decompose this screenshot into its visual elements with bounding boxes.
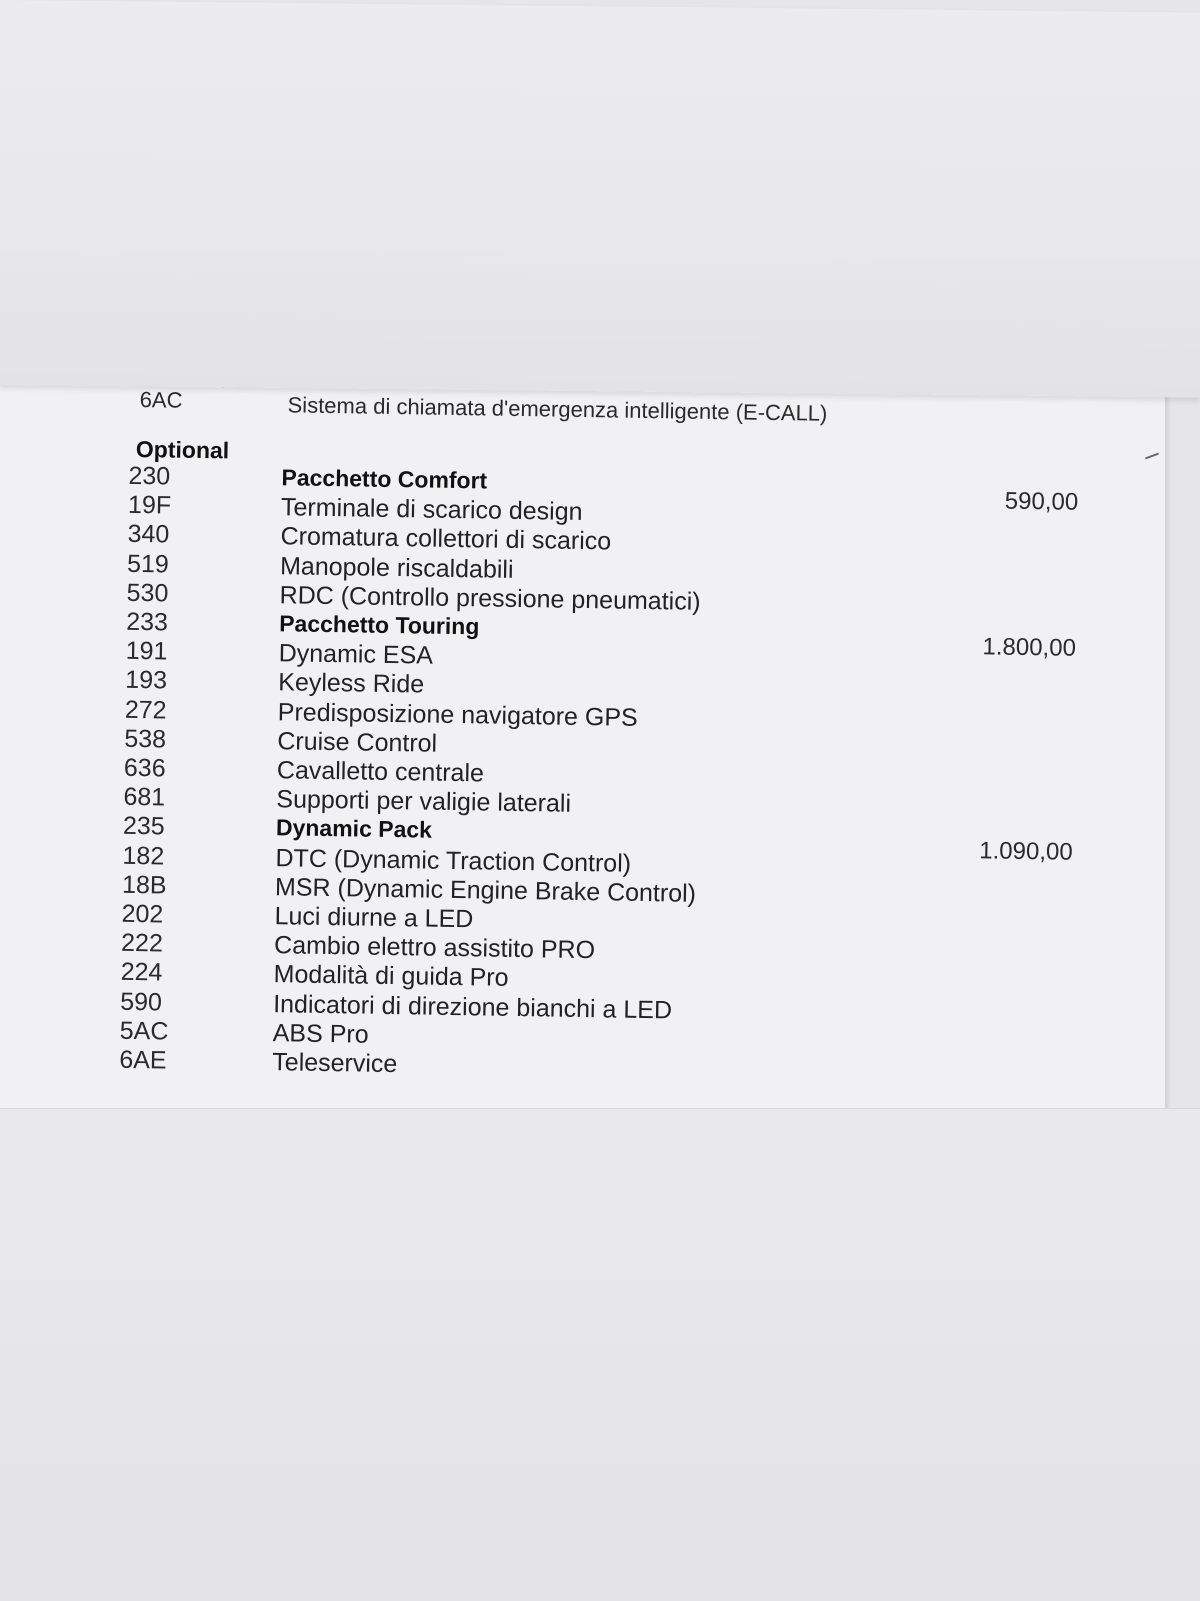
option-code: 340	[127, 520, 170, 549]
option-description: Dynamic ESA	[278, 639, 434, 670]
option-code: 5AC	[119, 1016, 169, 1046]
option-code: 182	[122, 841, 165, 871]
option-description: ABS Pro	[272, 1018, 369, 1049]
option-code: 222	[120, 928, 164, 958]
option-code: 681	[123, 782, 166, 812]
option-description: Indicatori di direzione bianchi a LED	[272, 989, 673, 1025]
equipment-list	[0, 348, 1165, 1126]
package-name: Pacchetto Touring	[278, 610, 480, 640]
package-price: 590,00	[1004, 487, 1079, 516]
option-code: 590	[120, 987, 163, 1017]
option-code: 230	[128, 461, 171, 491]
option-code: 530	[126, 578, 169, 608]
option-description: RDC (Controllo pressione pneumatici)	[279, 581, 701, 616]
bottom-paper-sheet	[0, 1108, 1200, 1601]
option-description: MSR (Dynamic Engine Brake Control)	[274, 872, 697, 908]
option-description: Predisposizione navigatore GPS	[277, 697, 638, 732]
option-description: Cromatura collettori di scarico	[280, 522, 612, 556]
option-code: 191	[125, 636, 168, 666]
option-description: Modalità di guida Pro	[273, 960, 509, 993]
optional-heading: Optional	[135, 435, 230, 464]
option-code: 224	[120, 958, 163, 987]
option-code: 202	[121, 899, 164, 929]
option-code: 519	[126, 549, 170, 579]
standard-code: 6AC	[139, 386, 183, 413]
package-name: Pacchetto Comfort	[281, 464, 488, 494]
option-description: Terminale di scarico design	[280, 493, 583, 527]
package-price: 1.090,00	[979, 837, 1073, 867]
option-description: Luci diurne a LED	[274, 902, 474, 934]
package-name: Dynamic Pack	[275, 814, 433, 844]
option-code: 18B	[121, 870, 167, 900]
option-description: Supporti per valigie laterali	[276, 785, 572, 819]
option-code: 272	[124, 695, 167, 725]
option-description: Cambio elettro assistito PRO	[273, 931, 596, 965]
standard-description: Sistema di chiamata d'emergenza intelligente (E-CALL)	[287, 392, 828, 426]
option-description: Keyless Ride	[278, 668, 425, 699]
option-code: 19F	[127, 491, 172, 520]
option-description: Cavalletto centrale	[276, 756, 485, 788]
option-description: Cruise Control	[277, 727, 438, 758]
option-description: Manopole riscaldabili	[279, 551, 514, 584]
option-description: DTC (Dynamic Traction Control)	[275, 843, 632, 878]
option-code: 233	[125, 607, 169, 637]
option-code: 538	[124, 724, 167, 754]
package-price: 1.800,00	[982, 633, 1077, 662]
equipment-sheet	[0, 350, 1165, 1110]
option-code: 235	[122, 812, 165, 841]
option-description: Teleservice	[272, 1048, 398, 1079]
option-code: 193	[125, 666, 168, 695]
option-code: 6AE	[119, 1045, 167, 1075]
top-paper-sheet	[0, 0, 1200, 398]
option-code: 636	[123, 753, 166, 783]
